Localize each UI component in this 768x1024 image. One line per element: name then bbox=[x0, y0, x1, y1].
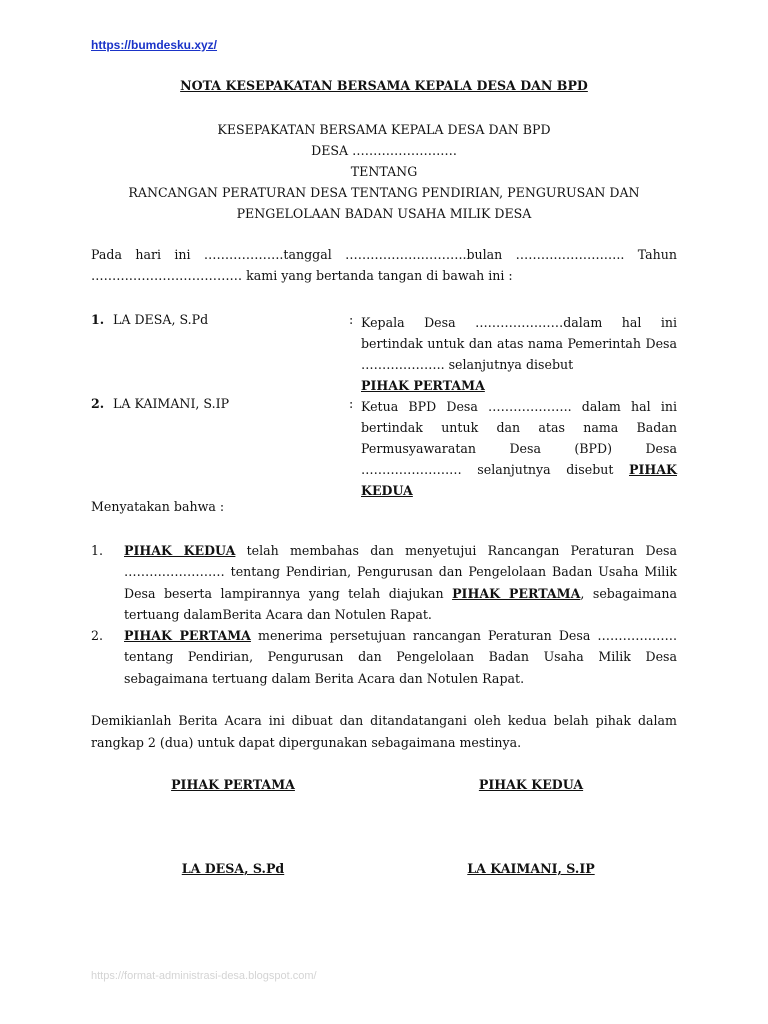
signature-role-right: PIHAK KEDUA bbox=[478, 777, 584, 792]
heading-line-2: DESA ……………………. bbox=[311, 143, 457, 158]
signature-role-left: PIHAK PERTAMA bbox=[171, 777, 295, 792]
list-item-number: 1. bbox=[91, 543, 104, 558]
list-item-text-end: , sebagaimana tertuang dalamBerita Acara dan Notulen Rapat. bbox=[124, 585, 678, 622]
list-item-lead: PIHAK PERTAMA bbox=[124, 628, 251, 644]
party-colon: : bbox=[349, 396, 354, 411]
signature-name-right: LA KAIMANI, S.IP bbox=[467, 861, 595, 876]
heading-line-1: KESEPAKATAN BERSAMA KEPALA DESA DAN BPD bbox=[217, 122, 551, 137]
party-colon: : bbox=[349, 312, 354, 327]
list-item-mid: PIHAK PERTAMA bbox=[452, 585, 581, 601]
intro-paragraph: Pada hari ini ……………….tanggal ………………………..bulan …………………….. Tahun ……………………………… kami yang bertanda tangan di bawah ini : bbox=[91, 247, 677, 283]
document-heading bbox=[91, 119, 677, 224]
party-description-text: Ketua BPD Desa ……………….. dalam hal ini bertindak untuk dan atas nama Badan Permusyawaratan Desa (BPD) Desa …………………… selanjutnya disebut bbox=[361, 399, 677, 477]
party-number: 1. bbox=[91, 312, 105, 327]
document-title: NOTA KESEPAKATAN BERSAMA KEPALA DESA DAN BPD bbox=[180, 78, 588, 93]
list-item bbox=[91, 625, 677, 689]
party-description-text: Kepala Desa …………………dalam hal ini bertindak untuk dan atas nama Pemerintah Desa ……………….. selanjutnya disebut bbox=[361, 315, 677, 372]
list-item-lead: PIHAK KEDUA bbox=[124, 543, 236, 558]
party-description bbox=[361, 312, 677, 396]
list-item-number: 2. bbox=[91, 628, 104, 644]
party-name: LA DESA, S.Pd bbox=[113, 312, 209, 327]
list-item-text: telah membahas dan menyetujui Rancangan Peraturan Desa …………………… tentang Pendirian, Pengurusan dan Pengelolaan Badan Usaha Milik Desa beserta lampirannya yang telah diajukan bbox=[124, 543, 677, 601]
heading-line-4: RANCANGAN PERATURAN DESA TENTANG PENDIRIAN, PENGURUSAN DAN bbox=[128, 185, 640, 200]
party-label: PIHAK KEDUA bbox=[361, 462, 677, 498]
list-item bbox=[91, 540, 677, 625]
party-description bbox=[361, 396, 677, 501]
party-number: 2. bbox=[91, 396, 105, 411]
closing-paragraph: Demikianlah Berita Acara ini dibuat dan ditandatangani oleh kedua belah pihak dalam rangkap 2 (dua) untuk dapat dipergunakan sebagaimana mestinya. bbox=[91, 713, 677, 750]
party-label: PIHAK PERTAMA bbox=[361, 378, 485, 393]
signature-name-left: LA DESA, S.Pd bbox=[181, 861, 285, 876]
statement-intro: Menyatakan bahwa : bbox=[91, 499, 225, 514]
party-name: LA KAIMANI, S.IP bbox=[113, 396, 230, 411]
heading-line-3: TENTANG bbox=[350, 164, 418, 179]
list-item-text: menerima persetujuan rancangan Peraturan Desa ………………. tentang Pendirian, Pengurusan dan Pengelolaan Badan Usaha Milik Desa sebagaimana tertuang dalam Berita Acara dan Notulen Rapat. bbox=[124, 628, 677, 686]
statement-list bbox=[91, 540, 677, 689]
footer-watermark: https://format-administrasi-desa.blogspot.com/ bbox=[91, 970, 317, 982]
heading-line-5: PENGELOLAAN BADAN USAHA MILIK DESA bbox=[236, 206, 532, 221]
source-link[interactable]: https://bumdesku.xyz/ bbox=[91, 38, 218, 52]
